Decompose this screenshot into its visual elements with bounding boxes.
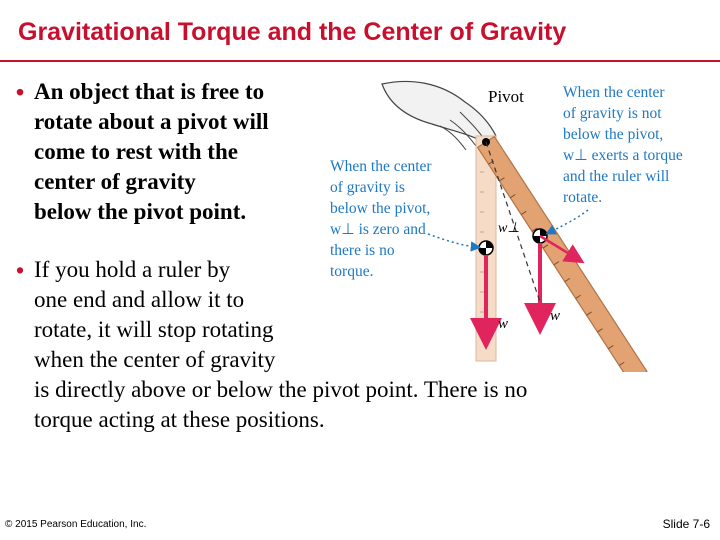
- bullet-2-line: one end and allow it to: [34, 287, 245, 312]
- weight-label-tilted: w: [550, 308, 561, 324]
- caption-line: and the ruler will: [563, 168, 670, 185]
- caption-line: When the center: [330, 158, 432, 175]
- bullet-1-line: center of gravity: [34, 169, 196, 194]
- caption-line: rotate.: [563, 189, 603, 206]
- bullet-2-line: is directly above or below the pivot point. There is no: [34, 377, 528, 402]
- center-of-gravity-icon: [479, 241, 493, 255]
- bullet-1: [16, 77, 334, 227]
- caption-line: When the center: [563, 84, 665, 101]
- callout-arrow-right: [550, 210, 588, 232]
- caption-line: below the pivot,: [330, 200, 431, 217]
- copyright-text: © 2015 Pearson Education, Inc.: [5, 519, 147, 530]
- caption-line: w⊥ is zero and: [330, 221, 426, 238]
- bullet-1-line: come to rest with the: [34, 139, 238, 164]
- pivot-label: Pivot: [488, 87, 524, 106]
- caption-line: of gravity is: [330, 179, 405, 196]
- bullet-1-line: rotate about a pivot will: [34, 109, 269, 134]
- bullet-2-line: rotate, it will stop rotating: [34, 317, 274, 342]
- caption-line: torque.: [330, 263, 374, 280]
- bullet-marker: •: [16, 79, 25, 105]
- caption-line: of gravity is not: [563, 105, 662, 122]
- pivot-ruler-figure: [320, 72, 712, 372]
- slide-number: Slide 7-6: [662, 517, 710, 531]
- bullet-1-line: below the pivot point.: [34, 199, 247, 224]
- right-caption: [563, 82, 683, 208]
- bullet-2-line: when the center of gravity: [34, 347, 276, 372]
- bullet-2-line: torque acting at these positions.: [34, 407, 325, 432]
- caption-line: there is no: [330, 242, 395, 259]
- caption-line: below the pivot,: [563, 126, 664, 143]
- bullet-2-line: If you hold a ruler by: [34, 257, 231, 282]
- caption-line: w⊥ exerts a torque: [563, 147, 683, 164]
- bullet-1-line: An object that is free to: [34, 79, 265, 104]
- weight-label-vertical: w: [498, 316, 509, 332]
- bullet-marker: •: [16, 257, 25, 283]
- title-divider: [0, 60, 720, 62]
- weight-perp-label: w⊥: [498, 221, 520, 236]
- callout-arrow-left: [428, 234, 476, 247]
- slide-title: Gravitational Torque and the Center of Gravity: [18, 18, 567, 46]
- left-caption: [330, 156, 432, 282]
